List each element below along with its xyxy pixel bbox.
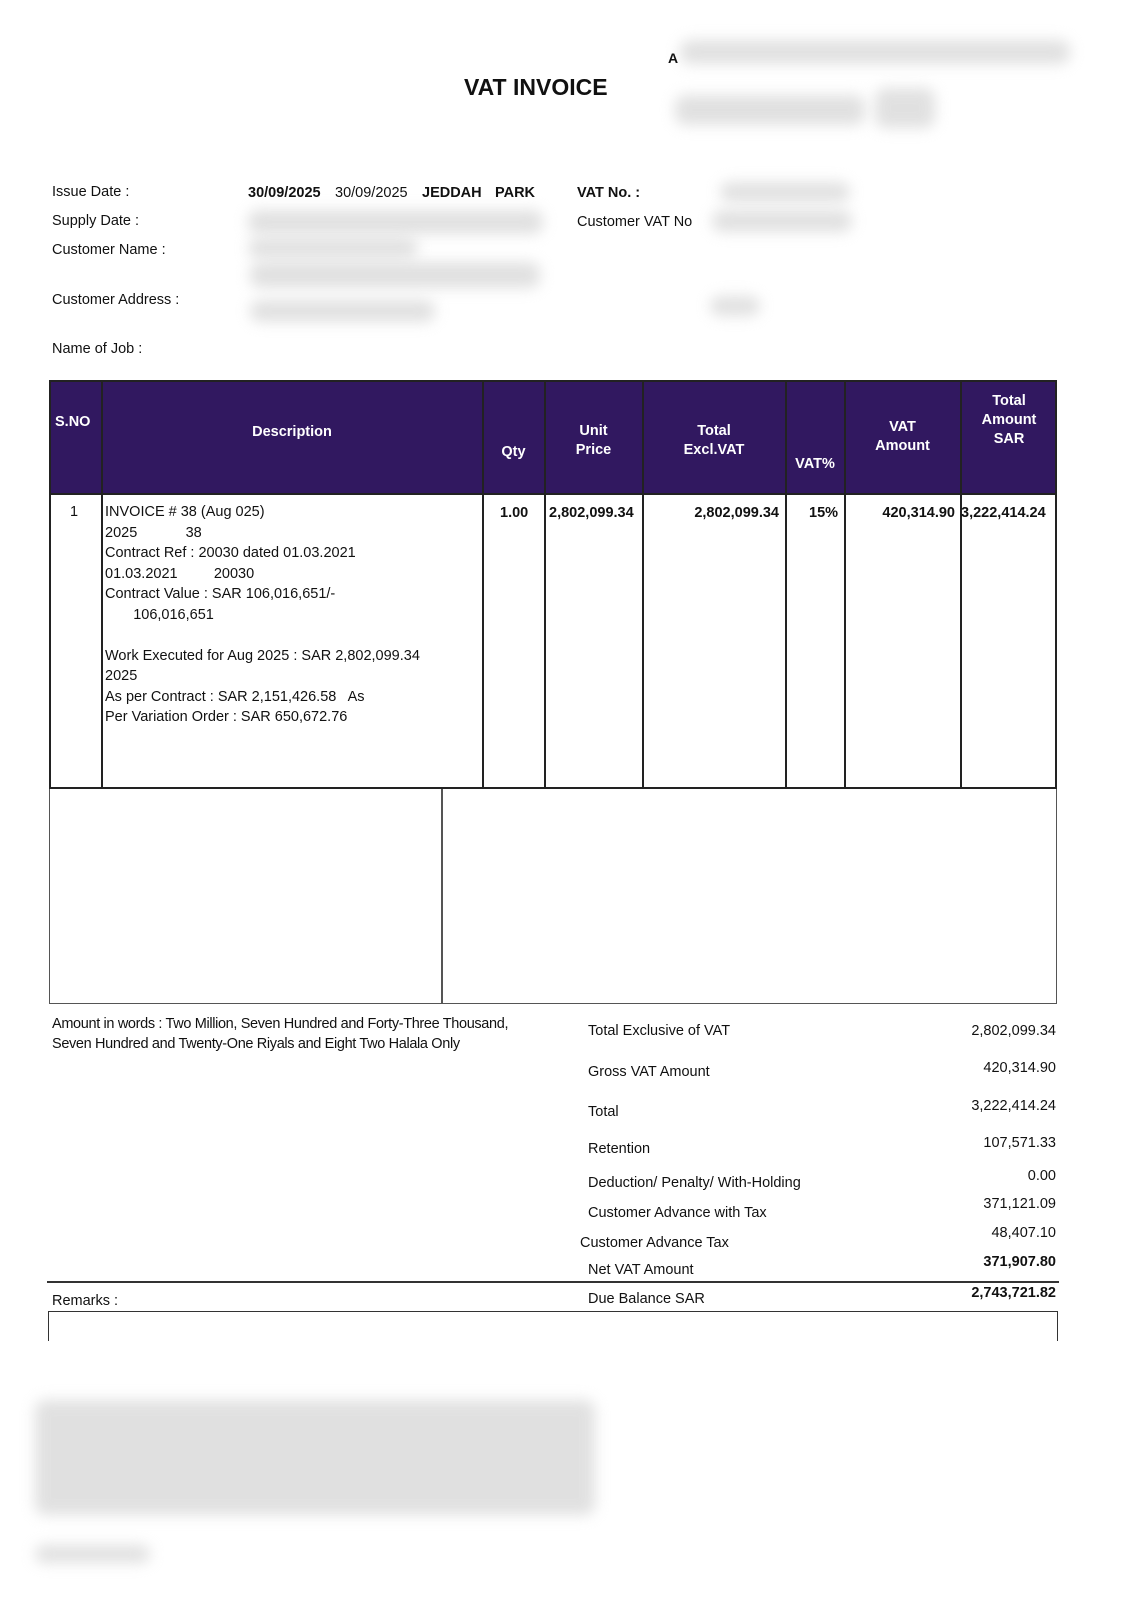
redacted-footer: [35, 1545, 150, 1563]
header-total-amount-line2: Amount: [981, 412, 1037, 428]
amount-in-words-line2: Seven Hundred and Twenty-One Riyals and Eight Two Halala Only: [52, 1036, 460, 1052]
summary-label: Deduction/ Penalty/ With-Holding: [588, 1175, 801, 1191]
header-total-excl-line1: Total: [697, 423, 731, 439]
redacted-footer: [35, 1400, 595, 1515]
issue-date-alt: 30/09/2025: [335, 185, 408, 201]
desc-line: Per Variation Order : SAR 650,672.76: [105, 709, 348, 725]
desc-line: Contract Ref : 20030 dated 01.03.2021: [105, 545, 356, 561]
header-unit-price: [545, 422, 642, 460]
items-table: [49, 380, 1057, 789]
row-description: [105, 502, 420, 728]
redacted-customer-address: [250, 262, 540, 288]
remarks-box: [48, 1311, 1058, 1341]
desc-line: 01.03.2021 20030: [105, 565, 255, 582]
customer-name-label: Customer Name :: [52, 242, 166, 258]
header-total-excl-line2: Excl.VAT: [683, 442, 745, 458]
header-total-amount: [961, 392, 1057, 449]
divider: [47, 1281, 1059, 1283]
row-vat-pct: 15%: [809, 505, 839, 521]
summary-value: 0.00: [1027, 1168, 1056, 1184]
header-total-amount-line3: SAR: [993, 431, 1025, 447]
summary-label: Gross VAT Amount: [588, 1064, 710, 1080]
redacted-company-name: [680, 40, 1070, 64]
redacted-company-info: [875, 88, 935, 128]
desc-line: As per Contract : SAR 2,151,426.58 As: [105, 688, 365, 705]
summary-label: Total: [588, 1104, 619, 1120]
issue-date-value: 30/09/2025: [248, 185, 321, 201]
amount-in-words-line1: Amount in words : Two Million, Seven Hundred and Forty-Three Thousand,: [52, 1016, 509, 1032]
remarks-label: Remarks :: [52, 1293, 119, 1309]
customer-address-label: Customer Address :: [52, 292, 180, 308]
summary-value: 107,571.33: [983, 1135, 1056, 1151]
redacted-customer-address: [250, 300, 435, 322]
header-vat-amount: [845, 418, 960, 456]
header-description: Description: [252, 424, 332, 440]
page-title: VAT INVOICE: [464, 74, 608, 100]
summary-value: 3,222,414.24: [971, 1098, 1056, 1114]
row-sno: 1: [70, 504, 79, 520]
header-vat-amount-line1: VAT: [889, 419, 916, 435]
desc-line: Work Executed for Aug 2025 : SAR 2,802,099.34: [105, 647, 420, 664]
redacted-supply-date: [248, 210, 543, 234]
issue-date-label: Issue Date :: [52, 184, 130, 200]
summary-label: Customer Advance Tax: [580, 1235, 729, 1251]
redacted-customer-vat: [712, 210, 852, 232]
row-qty: 1.00: [500, 505, 529, 521]
customer-vat-label: Customer VAT No: [577, 214, 693, 230]
location-park: PARK: [495, 185, 536, 201]
header-total-amount-line1: Total: [992, 393, 1026, 409]
summary-label: Total Exclusive of VAT: [588, 1023, 731, 1039]
redacted-customer-name: [248, 238, 418, 258]
header-vat-pct: VAT%: [795, 456, 835, 472]
redacted-company-info: [675, 95, 865, 125]
blank-section: [49, 789, 1057, 1004]
summary-value: 2,802,099.34: [971, 1023, 1056, 1039]
summary-label: Net VAT Amount: [588, 1262, 694, 1278]
desc-line: Contract Value : SAR 106,016,651/-: [105, 586, 336, 602]
header-sno: S.NO: [55, 414, 91, 430]
row-total-excl: 2,802,099.34: [694, 505, 779, 521]
company-initial: A: [668, 50, 679, 66]
row-total-amount: 3,222,414.24: [961, 505, 1046, 521]
vat-no-label: VAT No. :: [577, 185, 641, 201]
row-unit-price: 2,802,099.34: [549, 505, 634, 521]
summary-value: 371,907.80: [983, 1254, 1056, 1270]
redacted-vat-no: [720, 182, 850, 202]
row-vat-amount: 420,314.90: [882, 505, 955, 521]
location-city: JEDDAH: [422, 185, 482, 201]
supply-date-label: Supply Date :: [52, 213, 140, 229]
summary-value: 371,121.09: [983, 1196, 1056, 1212]
header-unit-price-line2: Price: [575, 442, 612, 458]
desc-line: 2025: [105, 668, 138, 684]
summary-label: Customer Advance with Tax: [588, 1205, 767, 1221]
summary-value: 48,407.10: [991, 1225, 1056, 1241]
header-total-excl: [643, 422, 785, 460]
redacted-info: [710, 296, 760, 316]
desc-line: 2025 38: [105, 524, 202, 541]
desc-line: 106,016,651: [105, 606, 214, 623]
header-vat-amount-line2: Amount: [875, 438, 930, 454]
summary-value: 420,314.90: [983, 1060, 1056, 1076]
summary-label: Retention: [588, 1141, 651, 1157]
job-name-label: Name of Job :: [52, 341, 143, 357]
desc-line: INVOICE # 38 (Aug 025): [105, 504, 265, 520]
desc-line: [105, 625, 420, 646]
due-balance-label: Due Balance SAR: [588, 1291, 705, 1307]
due-balance-value: 2,743,721.82: [971, 1285, 1056, 1301]
header-qty: Qty: [501, 444, 526, 460]
header-unit-price-line1: Unit: [579, 423, 608, 439]
